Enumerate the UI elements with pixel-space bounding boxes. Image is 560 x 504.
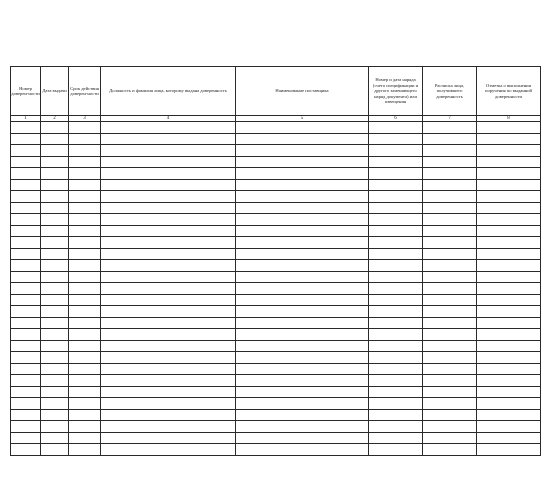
header-execution-mark: Отметка о выполнении поручения по выданной доверенности xyxy=(477,67,541,116)
table-cell[interactable] xyxy=(41,225,69,237)
table-cell[interactable] xyxy=(41,294,69,306)
table-cell[interactable] xyxy=(369,444,423,456)
table-cell[interactable] xyxy=(423,444,477,456)
table-cell[interactable] xyxy=(69,260,101,272)
table-cell[interactable] xyxy=(69,386,101,398)
table-cell[interactable] xyxy=(236,145,369,157)
header-issue-date: Дата выдачи xyxy=(41,67,69,116)
table-cell[interactable] xyxy=(69,179,101,191)
table-row xyxy=(11,340,541,352)
table-cell[interactable] xyxy=(369,363,423,375)
table-cell[interactable] xyxy=(369,317,423,329)
table-cell[interactable] xyxy=(41,432,69,444)
table-cell[interactable] xyxy=(236,133,369,145)
table-cell[interactable] xyxy=(236,306,369,318)
column-number: 2 xyxy=(41,116,69,122)
register-body xyxy=(11,122,541,456)
table-cell[interactable] xyxy=(369,340,423,352)
table-cell[interactable] xyxy=(423,179,477,191)
table-cell[interactable] xyxy=(69,248,101,260)
table-cell[interactable] xyxy=(11,133,41,145)
table-cell[interactable] xyxy=(369,225,423,237)
table-cell[interactable] xyxy=(369,133,423,145)
header-receipt-signature: Расписка лица, получившего доверенность xyxy=(423,67,477,116)
table-cell[interactable] xyxy=(101,237,236,249)
table-cell[interactable] xyxy=(69,145,101,157)
table-cell[interactable] xyxy=(423,214,477,226)
table-cell[interactable] xyxy=(236,386,369,398)
table-cell[interactable] xyxy=(477,133,541,145)
table-cell[interactable] xyxy=(69,283,101,295)
table-cell[interactable] xyxy=(11,294,41,306)
table-cell[interactable] xyxy=(423,271,477,283)
table-cell[interactable] xyxy=(101,225,236,237)
table-cell[interactable] xyxy=(477,168,541,180)
table-cell[interactable] xyxy=(369,237,423,249)
table-cell[interactable] xyxy=(423,363,477,375)
table-cell[interactable] xyxy=(11,352,41,364)
table-row xyxy=(11,179,541,191)
table-row xyxy=(11,237,541,249)
column-number: 4 xyxy=(101,116,236,122)
table-cell[interactable] xyxy=(369,421,423,433)
table-cell[interactable] xyxy=(477,202,541,214)
table-cell[interactable] xyxy=(423,248,477,260)
table-cell[interactable] xyxy=(236,214,369,226)
header-validity-period: Срок действия доверен-ности xyxy=(69,67,101,116)
table-cell[interactable] xyxy=(369,271,423,283)
table-cell[interactable] xyxy=(477,398,541,410)
table-row xyxy=(11,214,541,226)
table-cell[interactable] xyxy=(101,329,236,341)
table-cell[interactable] xyxy=(423,168,477,180)
table-cell[interactable] xyxy=(423,225,477,237)
table-cell[interactable] xyxy=(101,294,236,306)
column-number: 1 xyxy=(11,116,41,122)
table-cell[interactable] xyxy=(369,329,423,341)
table-cell[interactable] xyxy=(11,260,41,272)
table-cell[interactable] xyxy=(11,214,41,226)
table-cell[interactable] xyxy=(423,133,477,145)
table-cell[interactable] xyxy=(236,352,369,364)
table-cell[interactable] xyxy=(369,398,423,410)
table-cell[interactable] xyxy=(369,260,423,272)
table-cell[interactable] xyxy=(11,248,41,260)
table-cell[interactable] xyxy=(69,317,101,329)
table-cell[interactable] xyxy=(11,329,41,341)
table-row xyxy=(11,409,541,421)
table-cell[interactable] xyxy=(69,156,101,168)
table-cell[interactable] xyxy=(236,340,369,352)
table-cell[interactable] xyxy=(101,145,236,157)
table-row xyxy=(11,271,541,283)
table-cell[interactable] xyxy=(41,340,69,352)
table-cell[interactable] xyxy=(369,306,423,318)
table-cell[interactable] xyxy=(477,260,541,272)
column-number: 3 xyxy=(69,116,101,122)
table-cell[interactable] xyxy=(41,398,69,410)
table-cell[interactable] xyxy=(236,317,369,329)
table-cell[interactable] xyxy=(11,317,41,329)
table-cell[interactable] xyxy=(101,386,236,398)
table-cell[interactable] xyxy=(41,363,69,375)
table-cell[interactable] xyxy=(41,179,69,191)
header-attorney-number: Номер доверен-ности xyxy=(11,67,41,116)
table-cell[interactable] xyxy=(101,122,236,134)
table-cell[interactable] xyxy=(69,168,101,180)
table-cell[interactable] xyxy=(11,168,41,180)
table-cell[interactable] xyxy=(477,444,541,456)
table-cell[interactable] xyxy=(236,363,369,375)
table-cell[interactable] xyxy=(369,122,423,134)
table-cell[interactable] xyxy=(69,122,101,134)
table-cell[interactable] xyxy=(236,409,369,421)
table-cell[interactable] xyxy=(236,191,369,203)
table-cell[interactable] xyxy=(41,133,69,145)
table-cell[interactable] xyxy=(369,352,423,364)
column-number: 7 xyxy=(423,116,477,122)
table-cell[interactable] xyxy=(236,444,369,456)
table-cell[interactable] xyxy=(423,317,477,329)
table-cell[interactable] xyxy=(369,375,423,387)
table-cell[interactable] xyxy=(11,145,41,157)
table-cell[interactable] xyxy=(101,409,236,421)
table-cell[interactable] xyxy=(101,340,236,352)
table-cell[interactable] xyxy=(41,386,69,398)
table-cell[interactable] xyxy=(423,329,477,341)
table-cell[interactable] xyxy=(101,283,236,295)
table-cell[interactable] xyxy=(477,329,541,341)
table-cell[interactable] xyxy=(236,179,369,191)
table-cell[interactable] xyxy=(69,306,101,318)
table-row xyxy=(11,191,541,203)
table-row xyxy=(11,283,541,295)
table-cell[interactable] xyxy=(11,432,41,444)
table-cell[interactable] xyxy=(369,283,423,295)
table-cell[interactable] xyxy=(369,294,423,306)
table-cell[interactable] xyxy=(41,202,69,214)
table-cell[interactable] xyxy=(477,237,541,249)
table-cell[interactable] xyxy=(369,145,423,157)
table-cell[interactable] xyxy=(101,352,236,364)
table-cell[interactable] xyxy=(236,271,369,283)
table-cell[interactable] xyxy=(101,168,236,180)
table-cell[interactable] xyxy=(41,168,69,180)
table-cell[interactable] xyxy=(477,248,541,260)
header-supplier-name: Наименование поставщика xyxy=(236,67,369,116)
column-number: 5 xyxy=(236,116,369,122)
table-cell[interactable] xyxy=(423,122,477,134)
table-cell[interactable] xyxy=(101,271,236,283)
table-row xyxy=(11,386,541,398)
table-cell[interactable] xyxy=(101,398,236,410)
table-cell[interactable] xyxy=(236,294,369,306)
table-row xyxy=(11,363,541,375)
table-cell[interactable] xyxy=(423,340,477,352)
table-cell[interactable] xyxy=(41,237,69,249)
table-cell[interactable] xyxy=(11,271,41,283)
table-cell[interactable] xyxy=(101,260,236,272)
table-cell[interactable] xyxy=(477,179,541,191)
table-cell[interactable] xyxy=(236,202,369,214)
table-cell[interactable] xyxy=(11,191,41,203)
table-cell[interactable] xyxy=(423,352,477,364)
table-cell[interactable] xyxy=(423,432,477,444)
table-cell[interactable] xyxy=(369,248,423,260)
table-cell[interactable] xyxy=(369,191,423,203)
table-cell[interactable] xyxy=(236,237,369,249)
table-cell[interactable] xyxy=(69,225,101,237)
table-cell[interactable] xyxy=(477,409,541,421)
table-cell[interactable] xyxy=(41,283,69,295)
column-number: 6 xyxy=(369,116,423,122)
table-cell[interactable] xyxy=(369,214,423,226)
table-cell[interactable] xyxy=(69,340,101,352)
table-row xyxy=(11,421,541,433)
table-cell[interactable] xyxy=(69,421,101,433)
table-cell[interactable] xyxy=(41,145,69,157)
table-cell[interactable] xyxy=(423,409,477,421)
power-of-attorney-register-sheet xyxy=(10,66,540,438)
table-cell[interactable] xyxy=(423,421,477,433)
table-cell[interactable] xyxy=(477,306,541,318)
table-row xyxy=(11,432,541,444)
table-cell[interactable] xyxy=(41,156,69,168)
table-cell[interactable] xyxy=(11,386,41,398)
table-row xyxy=(11,122,541,134)
table-row xyxy=(11,145,541,157)
table-cell[interactable] xyxy=(41,329,69,341)
table-cell[interactable] xyxy=(41,122,69,134)
table-cell[interactable] xyxy=(11,283,41,295)
table-cell[interactable] xyxy=(423,237,477,249)
table-row xyxy=(11,398,541,410)
column-number: 8 xyxy=(477,116,541,122)
table-cell[interactable] xyxy=(477,375,541,387)
table-cell[interactable] xyxy=(69,444,101,456)
table-cell[interactable] xyxy=(369,409,423,421)
table-cell[interactable] xyxy=(369,386,423,398)
table-cell[interactable] xyxy=(41,260,69,272)
table-cell[interactable] xyxy=(423,156,477,168)
table-cell[interactable] xyxy=(477,214,541,226)
table-row xyxy=(11,352,541,364)
table-cell[interactable] xyxy=(236,168,369,180)
table-cell[interactable] xyxy=(477,271,541,283)
table-cell[interactable] xyxy=(236,225,369,237)
table-cell[interactable] xyxy=(101,248,236,260)
top-border-line xyxy=(10,66,540,67)
table-cell[interactable] xyxy=(477,432,541,444)
table-cell[interactable] xyxy=(69,294,101,306)
table-cell[interactable] xyxy=(41,248,69,260)
table-cell[interactable] xyxy=(41,317,69,329)
table-cell[interactable] xyxy=(423,260,477,272)
table-cell[interactable] xyxy=(101,444,236,456)
table-cell[interactable] xyxy=(236,248,369,260)
table-cell[interactable] xyxy=(236,432,369,444)
table-cell[interactable] xyxy=(69,409,101,421)
table-cell[interactable] xyxy=(369,156,423,168)
table-cell[interactable] xyxy=(236,156,369,168)
table-row xyxy=(11,294,541,306)
table-cell[interactable] xyxy=(101,202,236,214)
table-row xyxy=(11,329,541,341)
table-cell[interactable] xyxy=(69,352,101,364)
table-cell[interactable] xyxy=(11,202,41,214)
table-cell[interactable] xyxy=(11,340,41,352)
table-cell[interactable] xyxy=(477,340,541,352)
table-cell[interactable] xyxy=(41,352,69,364)
table-cell[interactable] xyxy=(11,156,41,168)
table-cell[interactable] xyxy=(69,191,101,203)
table-cell[interactable] xyxy=(11,409,41,421)
table-cell[interactable] xyxy=(477,191,541,203)
table-cell[interactable] xyxy=(423,375,477,387)
table-cell[interactable] xyxy=(69,133,101,145)
table-cell[interactable] xyxy=(236,122,369,134)
table-cell[interactable] xyxy=(477,421,541,433)
table-cell[interactable] xyxy=(477,283,541,295)
table-cell[interactable] xyxy=(41,421,69,433)
table-cell[interactable] xyxy=(236,375,369,387)
table-cell[interactable] xyxy=(101,156,236,168)
table-cell[interactable] xyxy=(101,432,236,444)
table-cell[interactable] xyxy=(423,202,477,214)
table-cell[interactable] xyxy=(477,145,541,157)
table-cell[interactable] xyxy=(477,317,541,329)
table-cell[interactable] xyxy=(101,363,236,375)
table-cell[interactable] xyxy=(69,214,101,226)
table-cell[interactable] xyxy=(41,191,69,203)
table-cell[interactable] xyxy=(236,329,369,341)
table-cell[interactable] xyxy=(101,306,236,318)
table-row xyxy=(11,168,541,180)
table-cell[interactable] xyxy=(11,375,41,387)
header-row xyxy=(11,67,541,116)
table-cell[interactable] xyxy=(101,191,236,203)
table-cell[interactable] xyxy=(477,122,541,134)
table-cell[interactable] xyxy=(369,432,423,444)
table-cell[interactable] xyxy=(41,306,69,318)
table-cell[interactable] xyxy=(69,432,101,444)
table-cell[interactable] xyxy=(236,398,369,410)
table-row xyxy=(11,156,541,168)
table-row xyxy=(11,202,541,214)
table-cell[interactable] xyxy=(423,283,477,295)
table-cell[interactable] xyxy=(69,202,101,214)
table-cell[interactable] xyxy=(69,271,101,283)
table-cell[interactable] xyxy=(11,237,41,249)
table-cell[interactable] xyxy=(477,386,541,398)
table-row xyxy=(11,444,541,456)
table-cell[interactable] xyxy=(423,306,477,318)
table-cell[interactable] xyxy=(11,306,41,318)
table-cell[interactable] xyxy=(11,122,41,134)
table-cell[interactable] xyxy=(69,398,101,410)
table-cell[interactable] xyxy=(236,421,369,433)
table-cell[interactable] xyxy=(101,179,236,191)
table-cell[interactable] xyxy=(423,191,477,203)
table-cell[interactable] xyxy=(101,421,236,433)
table-cell[interactable] xyxy=(69,375,101,387)
table-cell[interactable] xyxy=(101,317,236,329)
table-cell[interactable] xyxy=(477,363,541,375)
table-cell[interactable] xyxy=(41,409,69,421)
table-cell[interactable] xyxy=(101,375,236,387)
table-row xyxy=(11,133,541,145)
table-cell[interactable] xyxy=(369,202,423,214)
table-row xyxy=(11,317,541,329)
table-cell[interactable] xyxy=(41,271,69,283)
table-cell[interactable] xyxy=(41,375,69,387)
header-order-number-date: Номер и дата наряда (счета спецификации и другого заменяющего наряд документа) или извещения xyxy=(369,67,423,116)
table-cell[interactable] xyxy=(423,398,477,410)
table-cell[interactable] xyxy=(11,421,41,433)
table-cell[interactable] xyxy=(41,214,69,226)
table-cell[interactable] xyxy=(477,352,541,364)
table-cell[interactable] xyxy=(477,225,541,237)
table-cell[interactable] xyxy=(11,398,41,410)
table-cell[interactable] xyxy=(236,283,369,295)
table-cell[interactable] xyxy=(236,260,369,272)
table-cell[interactable] xyxy=(423,145,477,157)
table-cell[interactable] xyxy=(69,329,101,341)
table-row xyxy=(11,225,541,237)
header-position-and-name: Должность и фамилия лица, которому выдана доверенность xyxy=(101,67,236,116)
table-row xyxy=(11,248,541,260)
table-cell[interactable] xyxy=(11,363,41,375)
table-cell[interactable] xyxy=(101,133,236,145)
table-cell[interactable] xyxy=(11,179,41,191)
table-row xyxy=(11,306,541,318)
table-cell[interactable] xyxy=(477,156,541,168)
table-cell[interactable] xyxy=(369,179,423,191)
table-row xyxy=(11,260,541,272)
table-cell[interactable] xyxy=(477,294,541,306)
table-cell[interactable] xyxy=(101,214,236,226)
table-cell[interactable] xyxy=(41,444,69,456)
table-cell[interactable] xyxy=(11,225,41,237)
table-cell[interactable] xyxy=(423,386,477,398)
table-row xyxy=(11,375,541,387)
table-cell[interactable] xyxy=(369,168,423,180)
table-cell[interactable] xyxy=(423,294,477,306)
table-cell[interactable] xyxy=(69,363,101,375)
table-cell[interactable] xyxy=(69,237,101,249)
table-cell[interactable] xyxy=(11,444,41,456)
register-table xyxy=(10,66,541,456)
